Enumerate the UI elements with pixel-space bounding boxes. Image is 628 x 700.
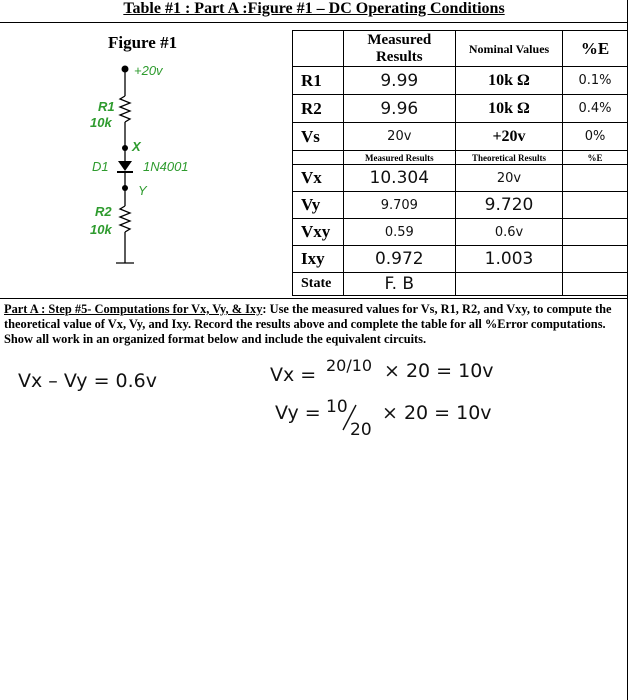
r1-value-label: 10k bbox=[90, 115, 112, 130]
work-equation-vy-rhs: × 20 = 10v bbox=[382, 402, 492, 424]
section-separator bbox=[0, 298, 628, 299]
row-label: Vs bbox=[293, 123, 344, 151]
nominal-cell: 10k Ω bbox=[455, 67, 562, 95]
r1-resistor-symbol bbox=[120, 96, 130, 122]
diode-name-label: D1 bbox=[92, 159, 109, 174]
table-row bbox=[293, 165, 628, 192]
node-x-label: X bbox=[132, 139, 141, 154]
theoretical-cell: 20v bbox=[455, 165, 562, 192]
table-row bbox=[293, 219, 628, 246]
table-row bbox=[293, 192, 628, 219]
work-equation-vy-lhs: Vy = bbox=[275, 402, 321, 424]
r2-value-label: 10k bbox=[90, 222, 112, 237]
table-header-row bbox=[293, 31, 628, 67]
nominal-cell: +20v bbox=[455, 123, 562, 151]
row-label: Vxy bbox=[293, 219, 344, 246]
figure-label: Figure #1 bbox=[108, 33, 178, 52]
row-label: State bbox=[293, 273, 344, 296]
percent-cell: 0% bbox=[563, 123, 628, 151]
theoretical-cell: 9.720 bbox=[455, 192, 562, 219]
table-row bbox=[293, 67, 628, 95]
table-row bbox=[293, 246, 628, 273]
header-blank bbox=[293, 31, 344, 67]
measured-cell: 0.972 bbox=[343, 246, 455, 273]
measured-cell: F. B bbox=[343, 273, 455, 296]
percent-cell bbox=[563, 246, 628, 273]
header-measured: Measured Results bbox=[343, 31, 455, 67]
percent-cell bbox=[563, 219, 628, 246]
results-table bbox=[292, 30, 628, 296]
row-label: Ixy bbox=[293, 246, 344, 273]
work-equation-vx-lhs: Vx = bbox=[270, 364, 317, 386]
nominal-cell: 10k Ω bbox=[455, 95, 562, 123]
measured-cell: 20v bbox=[343, 123, 455, 151]
theoretical-cell: 1.003 bbox=[455, 246, 562, 273]
measured-cell: 0.59 bbox=[343, 219, 455, 246]
percent-cell bbox=[563, 165, 628, 192]
work-equation-vx-rhs: × 20 = 10v bbox=[384, 360, 494, 382]
diode-part-label: 1N4001 bbox=[143, 159, 189, 174]
theoretical-cell bbox=[455, 273, 562, 296]
table-subheader-row bbox=[293, 151, 628, 165]
page-title: Table #1 : Part A :Figure #1 – DC Operating Conditions bbox=[123, 0, 505, 17]
row-label: R2 bbox=[293, 95, 344, 123]
r2-resistor-symbol bbox=[120, 206, 130, 232]
instructions-heading: Part A : Step #5- Computations for Vx, Vy, & Ixy bbox=[4, 302, 263, 316]
subheader-percent: %E bbox=[563, 151, 628, 165]
table-row bbox=[293, 95, 628, 123]
subheader-blank bbox=[293, 151, 344, 165]
subheader-measured: Measured Results bbox=[343, 151, 455, 165]
table-row bbox=[293, 123, 628, 151]
work-equation-vy-numerator: 10 bbox=[326, 397, 348, 417]
diode-symbol bbox=[118, 161, 132, 171]
subheader-theoretical: Theoretical Results bbox=[455, 151, 562, 165]
instructions-paragraph bbox=[4, 302, 624, 347]
r1-name-label: R1 bbox=[98, 99, 115, 114]
percent-cell: 0.4% bbox=[563, 95, 628, 123]
work-equation-vy-denominator: 20 bbox=[350, 420, 372, 440]
theoretical-cell: 0.6v bbox=[455, 219, 562, 246]
percent-cell: 0.1% bbox=[563, 67, 628, 95]
work-equation-vxy: Vx – Vy = 0.6v bbox=[18, 370, 158, 392]
measured-cell: 10.304 bbox=[343, 165, 455, 192]
frame-top-line bbox=[0, 22, 628, 23]
supply-voltage-label: +20v bbox=[134, 63, 163, 78]
percent-cell bbox=[563, 192, 628, 219]
node-y-label: Y bbox=[138, 183, 147, 198]
measured-cell: 9.96 bbox=[343, 95, 455, 123]
header-percent: %E bbox=[563, 31, 628, 67]
row-label: Vx bbox=[293, 165, 344, 192]
header-nominal: Nominal Values bbox=[455, 31, 562, 67]
percent-cell bbox=[563, 273, 628, 296]
instructions-body: : Use the measured values for Vs, R1, R2, and Vxy, to compute the theoretical value of Vx, Vy, and Ixy. Record the results above and complete the table for all %Error computations. Show all work in an organized format below and include the equivalent circuits. bbox=[4, 302, 612, 346]
work-equation-vx-fraction: 20/10 bbox=[326, 356, 373, 375]
r2-name-label: R2 bbox=[95, 204, 112, 219]
measured-cell: 9.99 bbox=[343, 67, 455, 95]
row-label: R1 bbox=[293, 67, 344, 95]
row-label: Vy bbox=[293, 192, 344, 219]
measured-cell: 9.709 bbox=[343, 192, 455, 219]
table-row bbox=[293, 273, 628, 296]
